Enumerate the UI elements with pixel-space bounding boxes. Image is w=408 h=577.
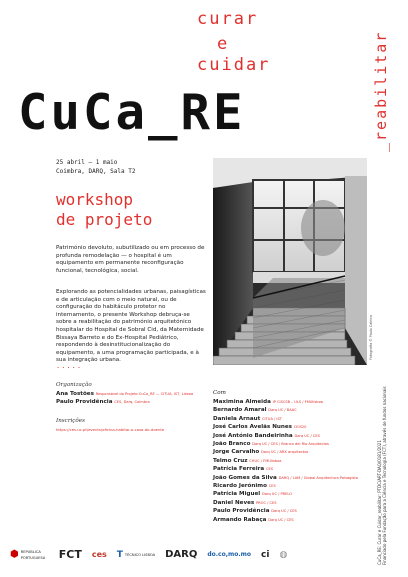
fct-icon: FCT: [58, 548, 82, 561]
tecnico-icon: T: [116, 550, 123, 560]
person-affiliation: CES: [268, 484, 276, 489]
person-name: Daniel Neves: [213, 499, 255, 506]
person-name: Armando Rabaça: [213, 516, 267, 523]
person-affiliation: Darq UC / CES / Branco del Rio Arquitectos: [252, 442, 329, 447]
ces-icon: ces: [91, 550, 107, 559]
logo-republica: [10, 549, 49, 561]
hospital-staircase-photo: [213, 158, 367, 365]
person-name: Maximina Almeida: [213, 399, 271, 405]
person-name: Bernardo Amaral: [213, 407, 267, 414]
workshop-title: [56, 190, 152, 230]
vertical-reabilitar-text: _reabilitar: [372, 30, 390, 152]
logo-ces: [92, 552, 107, 558]
person-affiliation: CITUA / IST: [262, 416, 282, 421]
funding-text: [378, 386, 387, 565]
person-name: João Branco: [213, 441, 251, 448]
person-name: Paulo Providência: [213, 508, 270, 515]
com-label: Com: [213, 390, 226, 396]
funding-line: CuCa_RE: Curar e Cuidar_reabilitar: PTDC/ART-DAQ/0181/2021: [377, 440, 382, 565]
org-row: [56, 390, 193, 398]
event-place: Coimbra, DARQ, Sala T2: [56, 168, 136, 175]
person-affiliation: CEIS20: [293, 425, 307, 430]
cucare-logo: CuCa_RE: [18, 84, 246, 141]
chuc-icon: ◍: [279, 550, 288, 560]
funding-info: [378, 380, 392, 565]
list-item: [213, 406, 358, 414]
logo-label: TÉCNICO LISBOA: [124, 553, 156, 557]
person-name: Jorge Carvalho: [213, 449, 260, 456]
list-item: [213, 415, 358, 423]
list-item: [213, 440, 358, 448]
logo-fct: [58, 548, 82, 561]
docomomo-icon: do.co,mo.mo: [207, 551, 252, 558]
person-name: José Carlos Avelãs Nunes: [213, 424, 292, 431]
logo-tecnico: [117, 552, 155, 558]
org-name: Paulo Providência: [56, 399, 113, 405]
logo-chuc: [279, 552, 287, 558]
list-item: [213, 423, 358, 431]
list-item: [213, 474, 358, 482]
person-name: Telmo Cruz: [213, 457, 248, 464]
list-item: [213, 448, 358, 456]
list-item: [213, 490, 358, 498]
tagline-e: e: [217, 34, 230, 54]
ceis20-icon: ci: [261, 550, 270, 560]
person-affiliation: Darq UC / BAAC: [268, 408, 297, 413]
logo-label: REPÚBLICA PORTUGUESA: [20, 550, 46, 560]
person-affiliation: Darq UC / CES: [271, 509, 297, 514]
person-affiliation: PROC / CES: [256, 500, 277, 505]
logo-ceis20: [261, 552, 269, 558]
person-affiliation: CES: [265, 467, 274, 472]
footer-logos: [10, 545, 400, 565]
organizacao-label: Organização: [56, 382, 92, 388]
darq-icon: DARQ: [165, 549, 198, 560]
person-affiliation: Darq UC / CES: [268, 517, 294, 522]
list-item: [213, 482, 358, 490]
logo-docomomo: [207, 552, 251, 558]
list-item: [213, 507, 358, 515]
vertical-reabilitar: [372, 30, 392, 154]
paragraph-2: Explorando as potencialidades urbanas, paisagísticas e de articulação com o meio natural, ou de configuração do habitáculo protetor no internamento, o presente Workshop debruça-se sobre a reabilitação do património arquitetónico hospitalar do Hospital de Sobral Cid, da Maternidade Bissaya Barreto e do Ex-Hospital Pediátrico, respondendo à desinstitucionalização do equipamento, a uma programação participada, e à sua integração urbana.: [56, 289, 206, 364]
funding-line: Financiado pela Fundação para a Ciência e Tecnologia (FCT), através de fundos nacionais: [381, 386, 387, 565]
person-affiliation: CHUC / FMUlisboa: [249, 458, 282, 463]
person-affiliation: Darq UC / CES: [294, 433, 320, 438]
person-affiliation: Darq UC / PRELO: [262, 492, 293, 497]
tagline-curar: curar: [197, 9, 259, 29]
org-affiliation: Responsável do Projeto CuCa_RE — CITUA, IST, Lisboa: [95, 392, 194, 396]
person-affiliation: IP CISCSB – ULS / FMUlisboa: [272, 400, 323, 404]
inscricoes-label: Inscrições: [56, 418, 85, 424]
person-affiliation: Darq UC / ARX arquitectos: [261, 450, 309, 455]
list-item: [213, 516, 358, 524]
paragraph-1: Património devoluto, subutilizado ou em processo de profunda remodelação — o hospital é um equipamento em permanente reconfiguração funcional, tecnológica, social.: [56, 245, 205, 274]
org-row: [56, 398, 193, 406]
person-name: José António Bandeirinha: [213, 432, 293, 439]
photo-credit-text: Fotografia © Paulo Catrica: [369, 315, 373, 360]
photo-credit: [369, 315, 377, 360]
republica-icon: ⬢: [10, 549, 19, 560]
organizacao-list: [56, 390, 193, 406]
org-affiliation: CES, Darq, Coimbra: [114, 400, 150, 404]
title-line-1: workshop: [56, 190, 134, 209]
list-item: [213, 432, 358, 440]
person-affiliation: DARQ / LAM / Global Arquitectura Paisagista: [278, 475, 358, 480]
person-name: Patrícia Ferreira: [213, 466, 265, 473]
person-name: Daniela Arnaut: [213, 415, 261, 422]
person-name: Ricardo Jerónimo: [213, 483, 267, 490]
photo-illustration: [213, 158, 367, 365]
tagline-cuidar: cuidar: [197, 55, 271, 75]
participants-list: [213, 398, 358, 524]
event-dates: 25 abril — 1 maio: [56, 159, 118, 166]
person-name: Patrícia Miguel: [213, 491, 261, 498]
list-item: [213, 499, 358, 507]
list-item: [213, 398, 358, 406]
title-line-2: de projeto: [56, 210, 153, 229]
list-item: [213, 465, 358, 473]
logo-darq: [165, 549, 198, 560]
separator: .....: [56, 362, 83, 370]
inscricoes-link[interactable]: https://ces.uc.pt/events/oficina-habitar-o-casa-do-doente: [56, 427, 165, 432]
list-item: [213, 457, 358, 465]
person-name: João Gomes da Silva: [213, 474, 277, 481]
org-name: Ana Tostões: [56, 391, 94, 397]
